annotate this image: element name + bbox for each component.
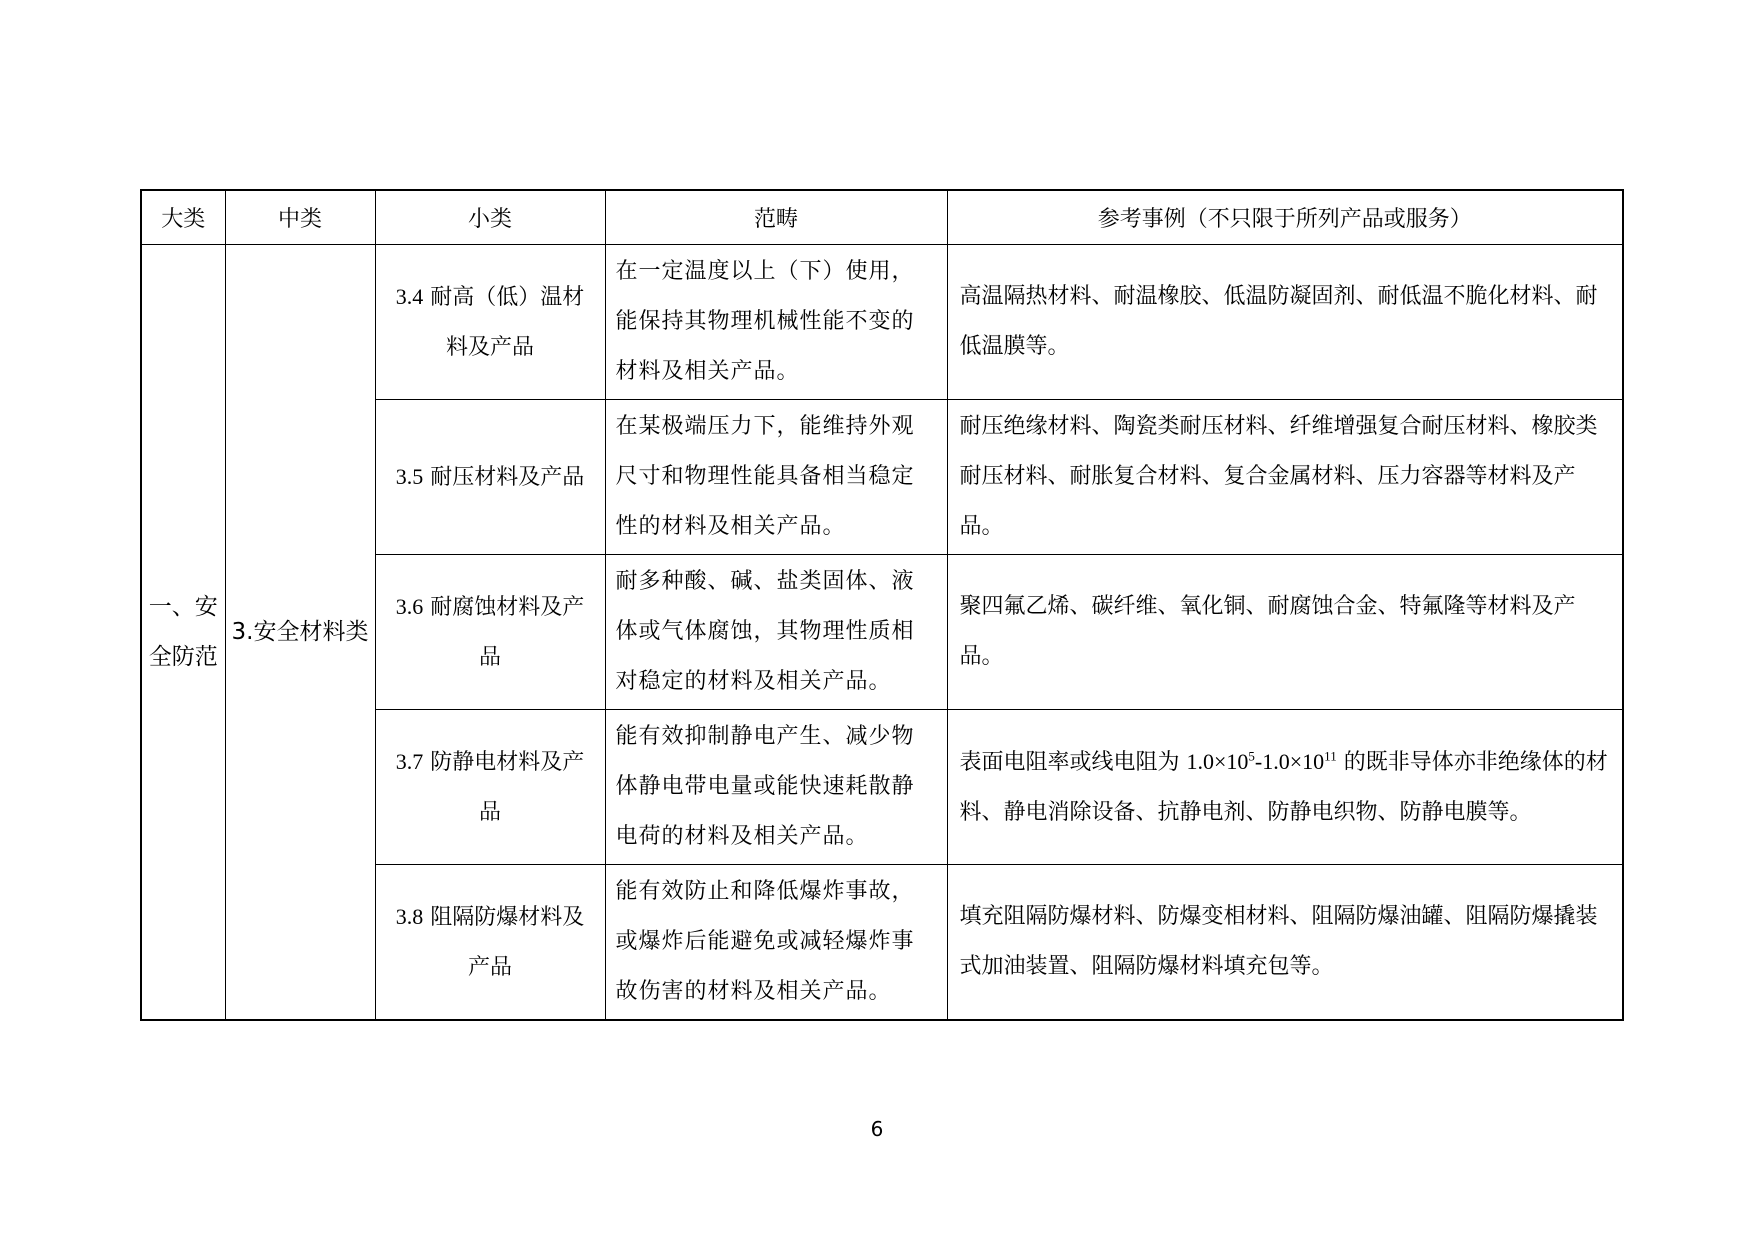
category-table xyxy=(140,189,1624,1021)
sub-category-number: 3.4 xyxy=(395,283,424,309)
sub-category-name: 耐压材料及产品 xyxy=(430,464,585,490)
sub-category-cell xyxy=(375,865,605,1021)
examples-cell: 高温隔热材料、耐温橡胶、低温防凝固剂、耐低温不脆化材料、耐低温膜等。 xyxy=(947,245,1623,400)
scope-cell: 能有效抑制静电产生、减少物体静电带电量或能快速耗散静电荷的材料及相关产品。 xyxy=(605,710,947,865)
examples-cell: 填充阻隔防爆材料、防爆变相材料、阻隔防爆油罐、阻隔防爆撬装式加油装置、阻隔防爆材料填充包等。 xyxy=(947,865,1623,1021)
sub-category-cell xyxy=(375,710,605,865)
header-sub-category: 小类 xyxy=(375,190,605,245)
sub-category-number: 3.8 xyxy=(395,903,424,929)
sub-category-number: 3.6 xyxy=(395,593,424,619)
sub-category-cell xyxy=(375,555,605,710)
scope-cell: 在一定温度以上（下）使用，能保持其物理机械性能不变的材料及相关产品。 xyxy=(605,245,947,400)
table-row xyxy=(141,245,1623,400)
major-category-cell: 一、安全防范 xyxy=(141,245,225,1021)
sub-category-cell xyxy=(375,400,605,555)
page-number: 6 xyxy=(870,1117,884,1141)
header-major-category: 大类 xyxy=(141,190,225,245)
scope-cell: 在某极端压力下，能维持外观尺寸和物理性能具备相当稳定性的材料及相关产品。 xyxy=(605,400,947,555)
header-middle-category: 中类 xyxy=(225,190,375,245)
sub-category-number: 3.5 xyxy=(395,463,424,489)
formula-upper-exponent: 11 xyxy=(1324,748,1337,764)
examples-cell: 耐压绝缘材料、陶瓷类耐压材料、纤维增强复合耐压材料、橡胶类耐压材料、耐胀复合材料、复合金属材料、压力容器等材料及产品。 xyxy=(947,400,1623,555)
middle-category-cell: 3.安全材料类 xyxy=(225,245,375,1021)
sub-category-cell xyxy=(375,245,605,400)
formula-lower-base: 1.0×10 xyxy=(1186,748,1249,774)
sub-category-name: 耐腐蚀材料及产品 xyxy=(430,594,585,670)
formula-separator: - xyxy=(1254,748,1263,774)
sub-category-name: 耐高（低）温材料及产品 xyxy=(430,284,585,360)
examples-suffix: 的既非导体亦非绝缘体的材料、静电消除设备、抗静电剂、防静电织物、防静电膜等。 xyxy=(959,749,1608,825)
sub-category-name: 防静电材料及产品 xyxy=(430,749,585,825)
scope-cell: 耐多种酸、碱、盐类固体、液体或气体腐蚀，其物理性质相对稳定的材料及相关产品。 xyxy=(605,555,947,710)
formula-upper-base: 1.0×10 xyxy=(1262,748,1325,774)
resistance-formula xyxy=(1187,749,1337,774)
scope-cell: 能有效防止和降低爆炸事故，或爆炸后能避免或减轻爆炸事故伤害的材料及相关产品。 xyxy=(605,865,947,1021)
header-examples: 参考事例（不只限于所列产品或服务） xyxy=(947,190,1623,245)
formula-lower-exponent: 5 xyxy=(1248,748,1255,764)
examples-cell: 聚四氟乙烯、碳纤维、氧化铜、耐腐蚀合金、特氟隆等材料及产品。 xyxy=(947,555,1623,710)
examples-cell xyxy=(947,710,1623,865)
header-scope: 范畴 xyxy=(605,190,947,245)
sub-category-number: 3.7 xyxy=(395,748,424,774)
sub-category-name: 阻隔防爆材料及产品 xyxy=(430,904,585,980)
table-header-row xyxy=(141,190,1623,245)
examples-prefix: 表面电阻率或线电阻为 xyxy=(959,749,1187,775)
